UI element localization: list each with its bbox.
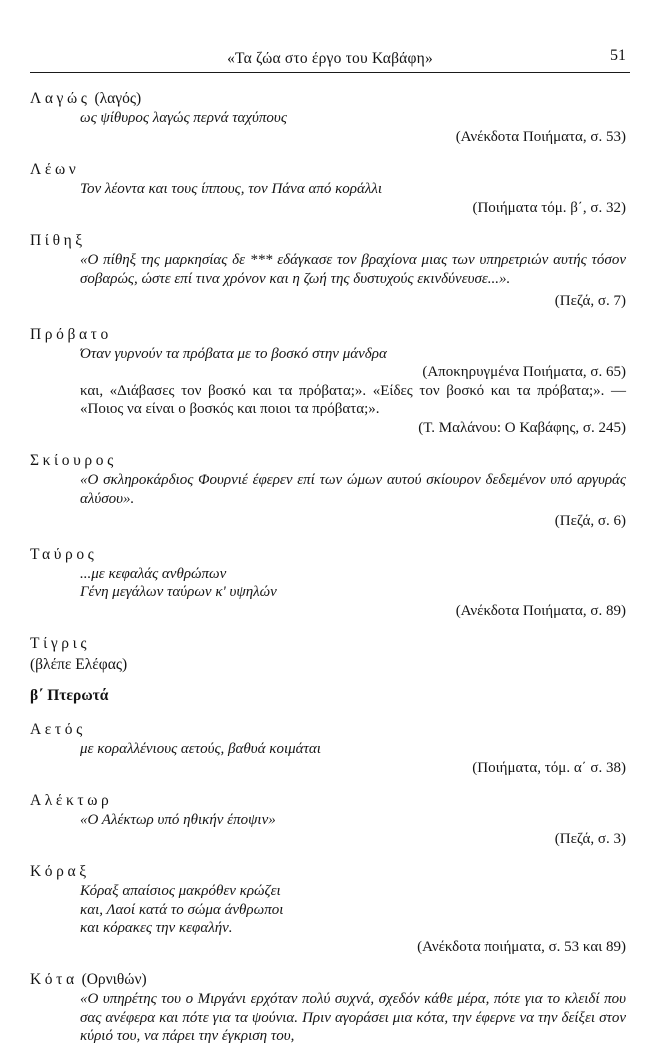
source-citation: (Αποκηρυγμένα Ποιήματα, σ. 65) [422, 364, 626, 380]
entry-term: Αετός [30, 721, 86, 738]
source-citation: (Ποιήματα, τόμ. α΄ σ. 38) [472, 759, 626, 776]
quote-line: ...με κεφαλάς ανθρώπων [80, 565, 227, 582]
entry-term: Λέων [30, 161, 80, 178]
source-citation: (Ανέκδοτα Ποιήματα, σ. 53) [455, 128, 626, 145]
source-citation: (Ανέκδοτα ποιήματα, σ. 53 και 89) [417, 938, 626, 955]
page-body [30, 88, 626, 1059]
header-title: «Τα ζώα στο έργο του Καβάφη» [227, 50, 433, 67]
entry-term: Πρόβατο [30, 325, 112, 343]
entry-term: Αλέκτωρ [30, 792, 113, 809]
entry-korax [30, 861, 626, 956]
section-heading: β΄ Πτερωτά [30, 687, 109, 704]
quote-line: Κόραξ απαίσιος μακρόθεν κρώζει [80, 883, 281, 899]
entry-aetos [30, 719, 626, 777]
source-citation-secondary: (Τ. Μαλάνου: Ο Καβάφης, σ. 245) [418, 419, 626, 436]
entry-term: Πίθηξ [30, 232, 86, 249]
quote-line: Τον λέοντα και τους ίππους, τον Πάνα από κοράλλι [80, 181, 383, 197]
quote-line: Γένη μεγάλων ταύρων κ' υψηλών [80, 584, 277, 600]
quote-line: με κοραλλένιους αετούς, βαθυά κοιμάται [80, 741, 321, 757]
quote-line: ως ψίθυρος λαγώς περνά ταχύπους [80, 110, 287, 126]
quote-line: και κόρακες την κεφαλήν. [80, 920, 233, 936]
entry-term: Ταύρος [30, 545, 98, 563]
entry-leon [30, 159, 626, 217]
entry-kota [30, 969, 626, 1046]
entry-provato [30, 324, 626, 438]
source-citation: (Ανέκδοτα Ποιήματα, σ. 89) [455, 602, 626, 619]
entry-lagos [30, 88, 626, 146]
entry-skiouros [30, 450, 626, 531]
entry-alektor [30, 790, 626, 848]
see-also-reference: (βλέπε Ελέφας) [30, 656, 128, 673]
source-citation: (Πεζά, σ. 3) [554, 830, 626, 847]
entry-pithix [30, 230, 626, 311]
entry-tigris [30, 633, 626, 675]
entry-term: Τίγρις [30, 635, 91, 652]
quote-paragraph: «Ο υπηρέτης του ο Μιργάνι ερχόταν πολύ συχνά, σχεδόν κάθε μέρα, πότε για το κλειδί που σας ανέφερα και πότε για τα ψούνια. Πριν αγοράσει μια κότα, την έφερνε να την δείξει στον κύριό του, να πάρει την έγκριση του, [80, 991, 626, 1044]
running-header [30, 44, 630, 73]
entry-term: Σκίουρος [30, 452, 117, 469]
quote-continuation: και, «Διάβασες τον βοσκό και τα πρόβατα;». «Είδες τον βοσκό και τα πρόβατα;». — «Ποιος να είναι ο βοσκός και ποιοι τα πρόβατα;». [80, 382, 626, 417]
quote-line: Όταν γυρνούν τα πρόβατα με το βοσκό στην μάνδρα [80, 345, 387, 362]
quote-line: «Ο Αλέκτωρ υπό ηθικήν έποψιν» [80, 812, 276, 828]
page-number: 51 [610, 47, 626, 64]
source-citation: (Ποιήματα τόμ. β΄, σ. 32) [472, 199, 626, 216]
entry-term: Κόραξ [30, 863, 90, 880]
quote-line: και, Λαοί κατά το σώμα άνθρωποι [80, 901, 284, 918]
quote-paragraph: «Ο πίθηξ της μαρκησίας δε *** εδάγκασε τον βραχίονα μιας των υπηρετριών αυτής τόσον σοβαρώς, ώστε επί τινα χρόνον και η ζωή της δυστυχούς εκινδύνευσε...». [80, 252, 626, 287]
quote-paragraph: «Ο σκληροκάρδιος Φουρνιέ έφερεν επί των ώμων αυτού σκίουρον δεδεμένον υπό αργυράς αλύσου». [80, 472, 626, 507]
source-citation: (Πεζά, σ. 6) [554, 513, 626, 529]
entry-term: Κότα (Ορνιθών) [30, 971, 147, 988]
entry-term: Λαγώς (λαγός) [30, 90, 142, 107]
entry-tavros [30, 544, 626, 621]
source-citation: (Πεζά, σ. 7) [554, 293, 626, 309]
